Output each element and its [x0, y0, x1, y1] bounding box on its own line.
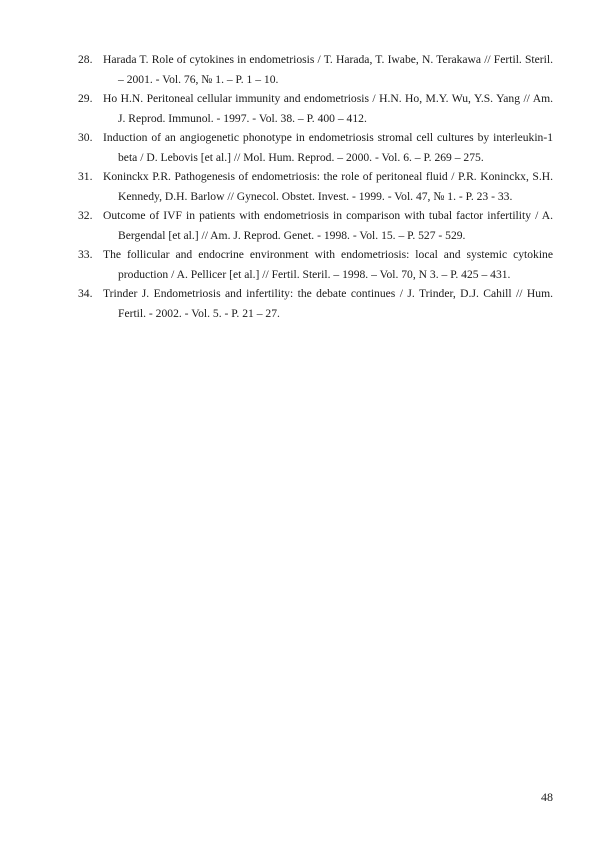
reference-item: [79, 284, 553, 323]
reference-text: Induction of an angiogenetic phonotype in endometriosis stromal cell cultures by interleukin-1 beta / D. Lebovis [et al.] // Mol. Hum. Reprod. – 2000. - Vol. 6. – P. 269 – 275.: [103, 131, 553, 164]
reference-text: Trinder J. Endometriosis and infertility: the debate continues / J. Trinder, D.J. Cahill // Hum. Fertil. - 2002. - Vol. 5. - P. 21 – 27.: [103, 287, 553, 320]
reference-number: 30.: [78, 131, 93, 144]
reference-text: Ho H.N. Peritoneal cellular immunity and endometriosis / H.N. Ho, M.Y. Wu, Y.S. Yang // Am. J. Reprod. Immunol. - 1997. - Vol. 38. – P. 400 – 412.: [103, 92, 553, 125]
reference-item: [79, 245, 553, 284]
page-number: 48: [541, 790, 553, 804]
reference-number: 28.: [78, 53, 93, 66]
reference-number: 32.: [78, 209, 93, 222]
reference-number: 33.: [78, 248, 93, 261]
reference-list: [79, 50, 553, 323]
reference-item: [79, 50, 553, 89]
reference-text: Koninckx P.R. Pathogenesis of endometriosis: the role of peritoneal fluid / P.R. Koninckx, S.H. Kennedy, D.H. Barlow // Gynecol. Obstet. Invest. - 1999. - Vol. 47, № 1. - P. 23 - 33.: [103, 170, 553, 203]
reference-item: [79, 167, 553, 206]
reference-text: The follicular and endocrine environment with endometriosis: local and systemic cytokine production / A. Pellicer [et al.] // Fertil. Steril. – 1998. – Vol. 70, N 3. – P. 425 – 431.: [103, 248, 553, 281]
reference-text: Harada T. Role of cytokines in endometriosis / T. Harada, T. Iwabe, N. Terakawa // Fertil. Steril. – 2001. - Vol. 76, № 1. – P. 1 – 10.: [103, 53, 553, 86]
reference-item: [79, 128, 553, 167]
reference-text: Outcome of IVF in patients with endometriosis in comparison with tubal factor infertility / A. Bergendal [et al.] // Am. J. Reprod. Genet. - 1998. - Vol. 15. – P. 527 - 529.: [103, 209, 553, 242]
reference-number: 34.: [78, 287, 93, 300]
reference-item: [79, 89, 553, 128]
reference-item: [79, 206, 553, 245]
reference-number: 29.: [78, 92, 93, 105]
reference-number: 31.: [78, 170, 93, 183]
